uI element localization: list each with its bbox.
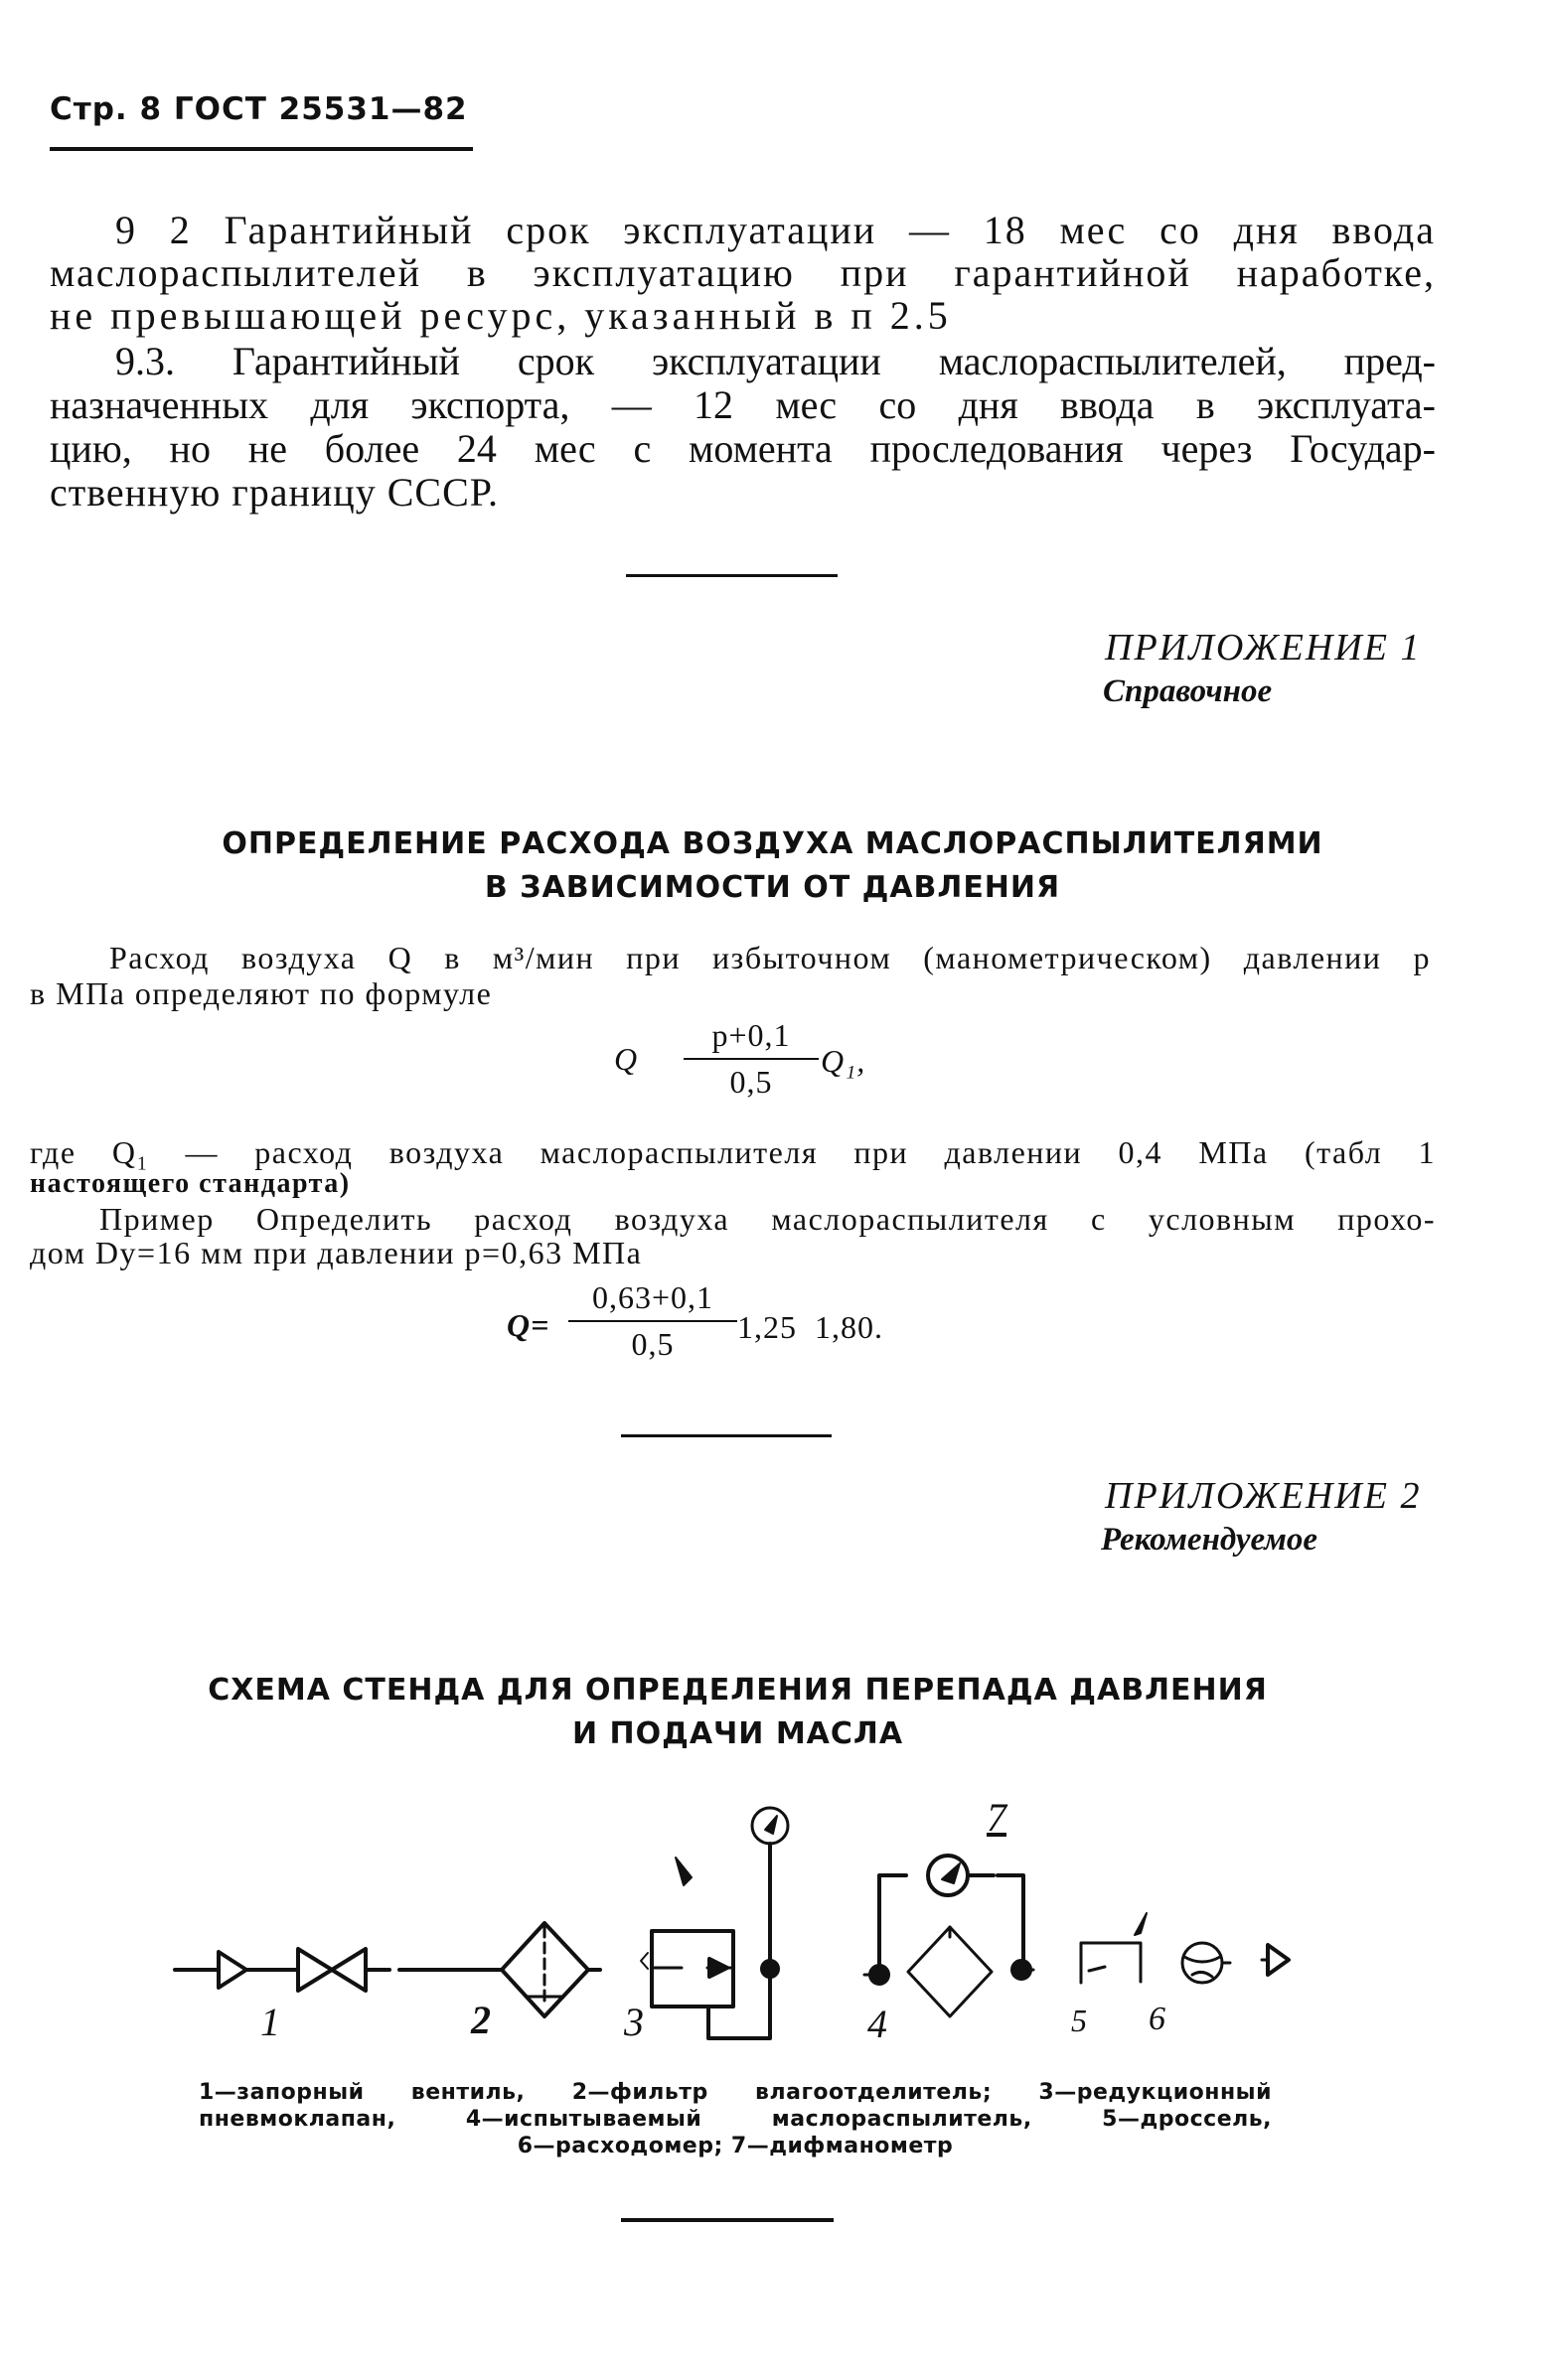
diagram-label-6: 6: [1149, 2001, 1165, 2037]
formula-2-numerator: 0,63+0,1: [591, 1279, 714, 1315]
para-9-3-line-2: назначенных для экспорта, — 12 мес со дня ввода в эксплуата-: [50, 382, 1436, 427]
formula-1-denominator: 0,5: [729, 1064, 773, 1100]
para-9-3-line-3: цию, но не более 24 мес с момента проследования через Государ-: [50, 426, 1436, 471]
reducing-valve-icon: [641, 1844, 778, 2038]
diagram-label-2: 2: [471, 1998, 491, 2042]
appendix-1-where-line-2: настоящего стандарта): [30, 1168, 351, 1199]
diagram-caption-line-2: пневмоклапан, 4—испытываемый маслораспылитель, 5—дроссель,: [199, 2107, 1272, 2132]
section-divider-3: [621, 2218, 834, 2222]
appendix-2-title-line-1: СХЕМА СТЕНДА ДЛЯ ОПРЕДЕЛЕНИЯ ПЕРЕПАДА ДАВЛЕНИЯ: [208, 1673, 1268, 1708]
diagram-label-3: 3: [624, 2000, 644, 2044]
appendix-1-title-line-2: В ЗАВИСИМОСТИ ОТ ДАВЛЕНИЯ: [484, 870, 1061, 905]
appendix-1-label: ПРИЛОЖЕНИЕ 1: [1105, 627, 1422, 669]
appendix-1-status: Справочное: [1103, 673, 1273, 709]
shutoff-valve-icon: [175, 1949, 389, 1991]
formula-1-tail: Q₁,: [821, 1043, 866, 1079]
outlet-arrow-icon: [1262, 1945, 1289, 1975]
formula-1-lhs: Q: [614, 1041, 639, 1077]
formula-2-lhs: Q=: [507, 1307, 550, 1343]
appendix-2-status: Рекомендуемое: [1101, 1522, 1318, 1558]
diagram-label-1: 1: [260, 2000, 280, 2044]
para-9-3-line-1: 9.3. Гарантийный срок эксплуатации маслораспылителей, пред-: [115, 339, 1436, 383]
throttle-icon: [1081, 1913, 1147, 1983]
para-9-2-line-3: не превышающей ресурс, указанный в п 2.5: [50, 293, 952, 338]
diagram-label-5: 5: [1071, 2003, 1087, 2038]
appendix-1-title-line-1: ОПРЕДЕЛЕНИЕ РАСХОДА ВОЗДУХА МАСЛОРАСПЫЛИТЕЛЯМИ: [222, 826, 1323, 861]
appendix-1-intro-line-1: Расход воздуха Q в м³/мин при избыточном (манометрическом) давлении p: [109, 940, 1431, 975]
filter-separator-icon: [399, 1923, 600, 2016]
formula-1-numerator: p+0,1: [711, 1017, 791, 1053]
diagram-label-7: 7: [987, 1795, 1006, 1840]
formula-2-denominator: 0,5: [631, 1326, 675, 1362]
diagram-caption-line-1: 1—запорный вентиль, 2—фильтр влагоотделитель; 3—редукционный: [199, 2080, 1272, 2105]
formula-2-tail: 1,25 1,80.: [737, 1309, 883, 1345]
appendix-2-title-line-2: И ПОДАЧИ МАСЛА: [571, 1716, 904, 1751]
para-9-2-line-2: маслораспылителей в эксплуатацию при гарантийной наработке,: [50, 250, 1436, 295]
appendix-1-intro-line-2: в МПа определяют по формуле: [30, 975, 493, 1011]
appendix-2-label: ПРИЛОЖЕНИЕ 2: [1105, 1475, 1422, 1517]
flow-meter-icon: [1182, 1943, 1230, 1983]
diagram-label-4: 4: [867, 2002, 887, 2046]
diagram-caption-line-3: 6—расходомер; 7—дифманометр: [517, 2134, 954, 2158]
para-9-3-line-4: ственную границу СССР.: [50, 470, 499, 515]
pressure-gauge-icon: [752, 1808, 788, 1844]
appendix-1-example-line-2: дом Dу=16 мм при давлении p=0,63 МПа: [30, 1235, 643, 1270]
page-header-label: Стр. 8 ГОСТ 25531—82: [50, 91, 468, 127]
appendix-1-where-line-1: где Q₁ — расход воздуха маслораспылителя при давлении 0,4 МПа (табл 1: [30, 1134, 1436, 1170]
diagram-caption: [199, 2080, 1272, 2160]
para-9-2-line-1: 9 2 Гарантийный срок эксплуатации — 18 мес со дня ввода: [115, 208, 1436, 252]
appendix-1-example-line-1: Пример Определить расход воздуха маслораспылителя с условным прохо-: [99, 1201, 1436, 1237]
differential-manometer-icon: [928, 1856, 994, 1895]
